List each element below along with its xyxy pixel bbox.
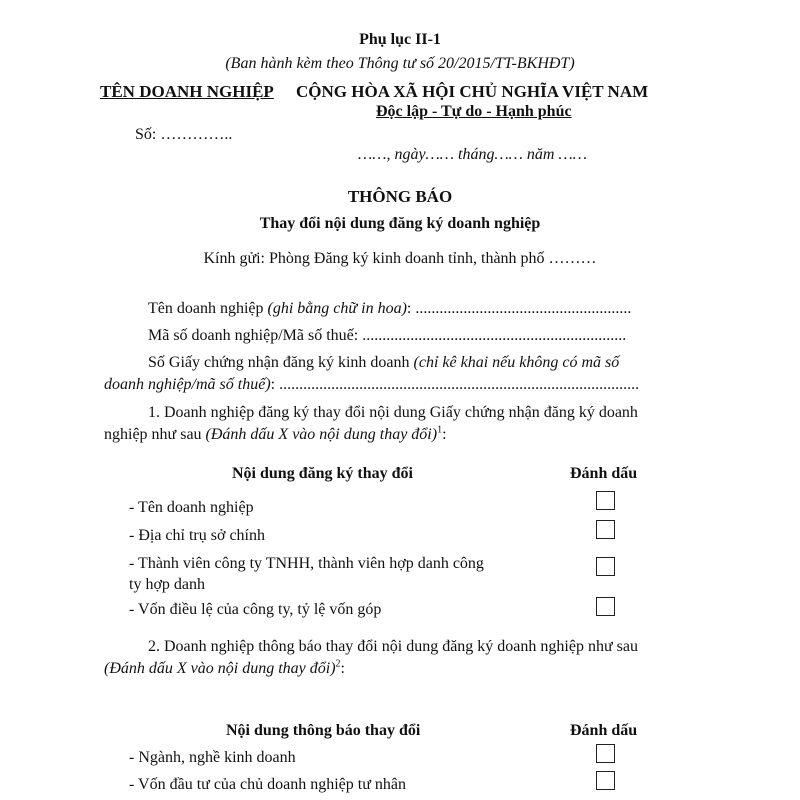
appendix-title: Phụ lục II-1 (359, 31, 441, 48)
license-hint-1: (chỉ kê khai nếu không có mã số (413, 354, 620, 371)
republic-title: CỘNG HÒA XÃ HỘI CHỦ NGHĨA VIỆT NAM (296, 82, 649, 101)
section2-row-label: - Ngành, nghề kinh doanh (129, 749, 296, 766)
license-field-line2 (104, 376, 639, 394)
company-name-prefix: Tên doanh nghiệp (148, 300, 268, 317)
section1-row-label-cont: ty hợp danh (129, 576, 206, 593)
footnote-2: 2 (335, 658, 341, 670)
checkbox-business-lines[interactable] (596, 744, 615, 763)
tax-code-field: Mã số doanh nghiệp/Mã số thuế: .................................................................. (148, 327, 627, 344)
section1-suffix: : (442, 426, 447, 443)
license-prefix: Số Giấy chứng nhận đăng ký kinh doanh (148, 354, 414, 371)
section1-hint: (Đánh dấu X vào nội dung thay đổi) (205, 426, 438, 443)
checkbox-members[interactable] (596, 557, 615, 576)
document-number: Số: ………….. (135, 126, 233, 143)
addressee: Kính gửi: Phòng Đăng ký kinh doanh tỉnh, thành phố ……… (203, 250, 597, 267)
section1-line1: 1. Doanh nghiệp đăng ký thay đổi nội dung Giấy chứng nhận đăng ký doanh (148, 404, 638, 421)
section1-row-label: - Tên doanh nghiệp (129, 499, 254, 516)
company-name-dots: : ...................................................... (406, 300, 632, 317)
section2-row-label: - Vốn đầu tư của chủ doanh nghiệp tư nhân (129, 776, 406, 793)
checkbox-investment-capital[interactable] (596, 771, 615, 790)
company-name-hint: (ghi bằng chữ in hoa) (267, 300, 407, 317)
checkbox-charter-capital[interactable] (596, 597, 615, 616)
checkbox-head-office-address[interactable] (596, 520, 615, 539)
document-subtitle: Thay đổi nội dung đăng ký doanh nghiệp (259, 215, 541, 232)
section1-line2 (104, 426, 447, 444)
motto-text: Độc lập - Tự do - Hạnh phúc (376, 103, 572, 120)
section2-line2 (104, 660, 345, 678)
date-line: ……, ngày…… tháng…… năm …… (358, 146, 587, 163)
issuance-note: (Ban hành kèm theo Thông tư số 20/2015/TT-BKHĐT) (225, 55, 575, 72)
section1-row-label: - Địa chỉ trụ sở chính (129, 527, 265, 544)
license-field-line1 (148, 354, 619, 372)
section1-row-label: - Vốn điều lệ của công ty, tỷ lệ vốn góp (129, 601, 382, 618)
company-name-field (148, 300, 631, 318)
section2-line1: 2. Doanh nghiệp thông báo thay đổi nội dung đăng ký doanh nghiệp như sau (148, 638, 638, 655)
company-name-label-text: TÊN DOANH NGHIỆP (100, 82, 274, 101)
section1-col-content: Nội dung đăng ký thay đổi (232, 465, 413, 482)
section2-col-content: Nội dung thông báo thay đổi (226, 722, 421, 739)
checkbox-company-name[interactable] (596, 491, 615, 510)
section1-col-mark: Đánh dấu (570, 465, 638, 482)
section1-row-label: - Thành viên công ty TNHH, thành viên hợp danh công (129, 555, 484, 572)
section2-hint: (Đánh dấu X vào nội dung thay đổi) (104, 660, 336, 677)
motto (376, 103, 572, 121)
license-hint-2: doanh nghiệp/mã số thuế) (104, 376, 271, 393)
company-name-label (100, 82, 274, 102)
section2-suffix: : (340, 660, 345, 677)
section2-col-mark: Đánh dấu (570, 722, 638, 739)
section1-line2-prefix: nghiệp như sau (104, 426, 206, 443)
license-dots: : .......................................................................................... (270, 376, 640, 393)
footnote-1: 1 (437, 424, 443, 436)
document-title: THÔNG BÁO (347, 187, 453, 206)
